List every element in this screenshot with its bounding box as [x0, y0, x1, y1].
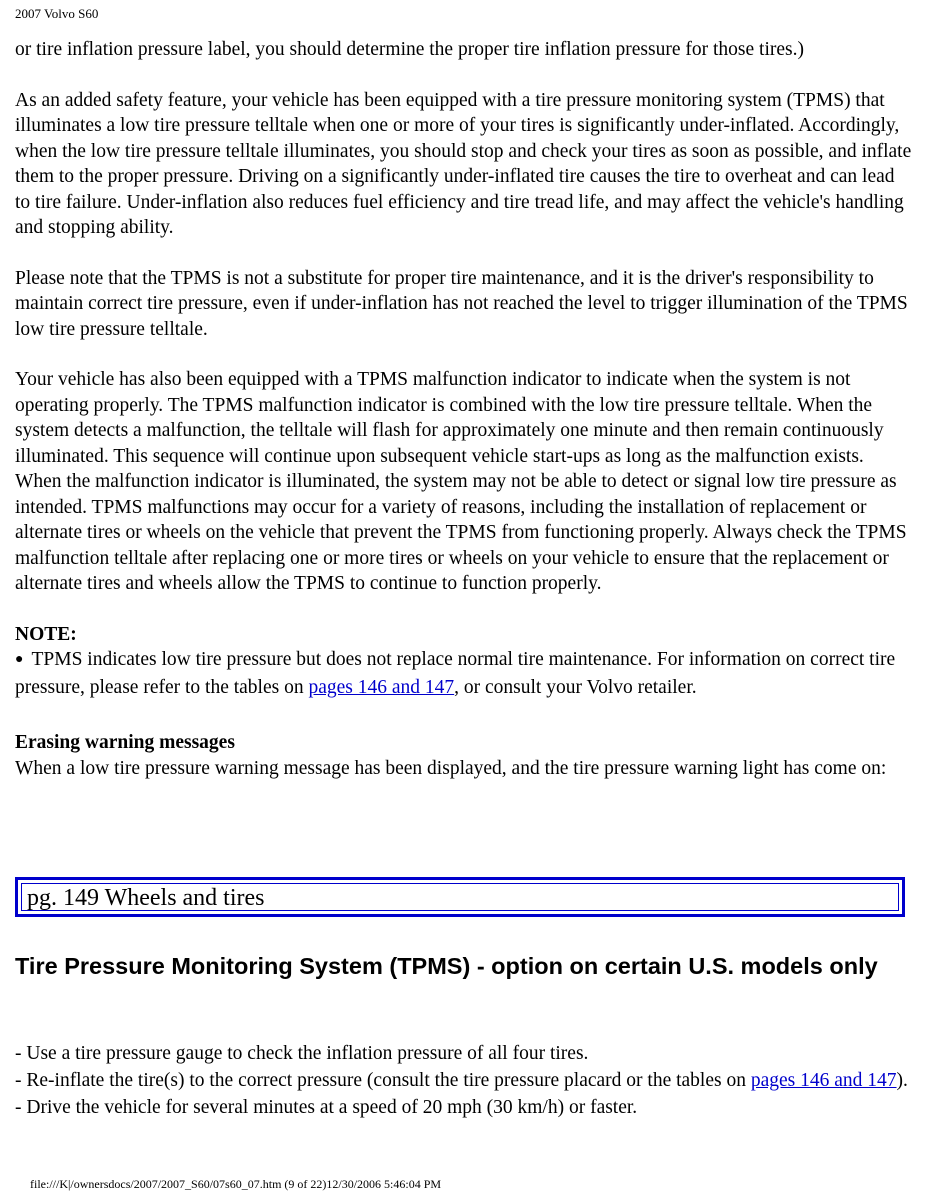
bullet-icon: ●	[15, 652, 24, 667]
erasing-text: When a low tire pressure warning message has been displayed, and the tire pressure warning light has come on:	[15, 757, 887, 779]
paragraph-continuation: or tire inflation pressure label, you should determine the proper tire inflation pressure for those tires.)	[15, 39, 804, 60]
note-text-before: TPMS indicates low tire pressure but does not replace normal tire maintenance. For information on correct tire pressure, please refer to the tables on	[15, 649, 896, 698]
paragraph-tpms-note: Please note that the TPMS is not a substitute for proper tire maintenance, and it is the driver's responsibility to maintain correct tire pressure, even if under-inflation has not reached the level to trigger illumination of the TPMS low tire pressure telltale.	[15, 267, 908, 340]
erasing-heading: Erasing warning messages	[15, 732, 235, 753]
note-text-after: , or consult your Volvo retailer.	[454, 676, 697, 698]
step-item	[15, 1067, 912, 1094]
step-item: - Use a tire pressure gauge to check the inflation pressure of all four tires.	[15, 1043, 589, 1064]
document-footer: file:///K|/ownersdocs/2007/2007_S60/07s60_07.htm (9 of 22)12/30/2006 5:46:04 PM	[30, 1177, 442, 1191]
note-bullet-item	[15, 647, 912, 700]
note-heading: NOTE:	[15, 623, 77, 645]
section-title: Tire Pressure Monitoring System (TPMS) - option on certain U.S. models only	[15, 953, 878, 979]
page-divider-box	[15, 877, 905, 917]
step-text-before: - Re-inflate the tire(s) to the correct pressure (consult the tire pressure placard or the tables on	[15, 1070, 751, 1091]
pages-146-147-link[interactable]: pages 146 and 147	[750, 1070, 897, 1091]
steps-list	[15, 1040, 912, 1121]
page-divider-label: pg. 149 Wheels and tires	[21, 883, 899, 911]
pages-146-147-link[interactable]: pages 146 and 147	[308, 676, 455, 698]
paragraph-malfunction-indicator: Your vehicle has also been equipped with a TPMS malfunction indicator to indicate when the system is not operating properly. The TPMS malfunction indicator is combined with the low tire pressure telltale. When the system detects a malfunction, the telltale will flash for approximately one minute and then remain continuously illuminated. This sequence will continue upon subsequent vehicle start-ups as long as the malfunction exists. When the malfunction indicator is illuminated, the system may not be able to detect or signal low tire pressure as intended. TPMS malfunctions may occur for a variety of reasons, including the installation of replacement or alternate tires or wheels on the vehicle that prevent the TPMS from functioning properly. Always check the TPMS malfunction telltale after replacing one or more tires or wheels on your vehicle to ensure that the replacement or alternate tires and wheels allow the TPMS to continue to function properly.	[15, 369, 907, 594]
document-header: 2007 Volvo S60	[15, 6, 99, 21]
step-text-after: ).	[896, 1070, 908, 1091]
step-item: - Drive the vehicle for several minutes at a speed of 20 mph (30 km/h) or faster.	[15, 1097, 638, 1118]
paragraph-tpms-feature: As an added safety feature, your vehicle has been equipped with a tire pressure monitoring system (TPMS) that illuminates a low tire pressure telltale when one or more of your tires is significantly under-inflated. Accordingly, when the low tire pressure telltale illuminates, you should stop and check your tires as soon as possible, and inflate them to the proper pressure. Driving on a significantly under-inflated tire causes the tire to overheat and can lead to tire failure. Under-inflation also reduces fuel efficiency and tire tread life, and may affect the vehicle's handling and stopping ability.	[15, 89, 912, 238]
document-body	[15, 37, 912, 781]
